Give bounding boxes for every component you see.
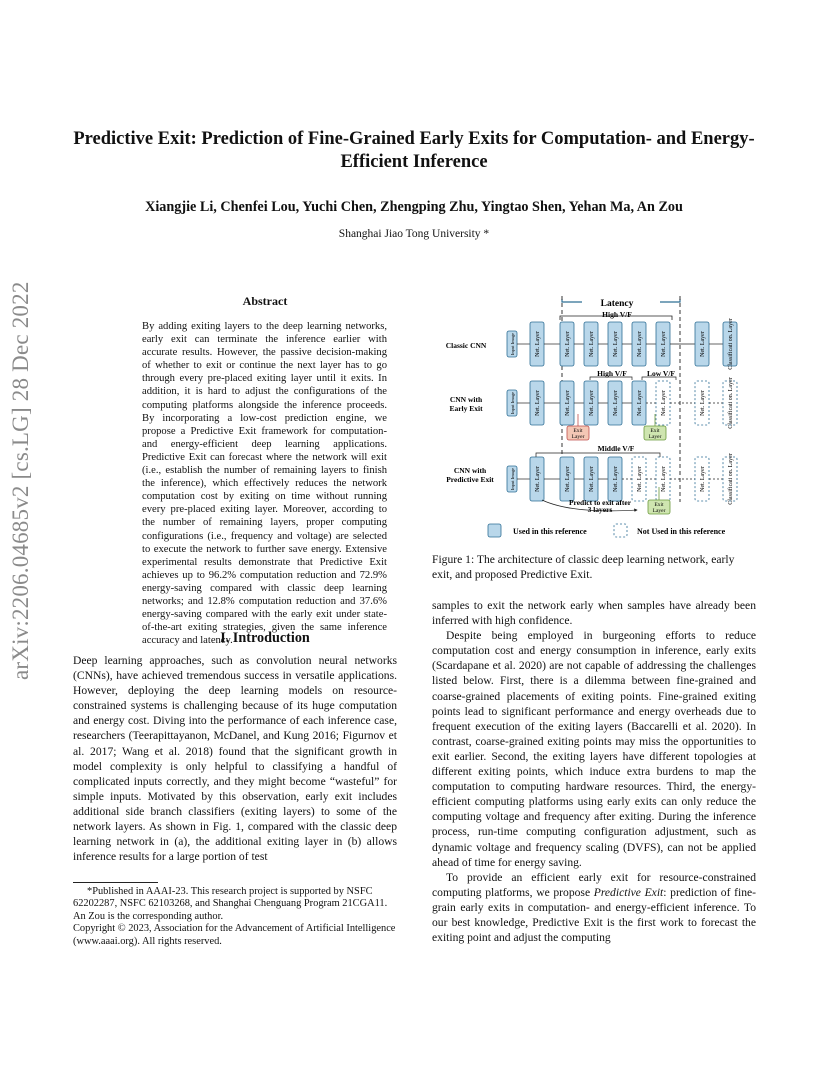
layer-block-label: Net. Layer [637,331,643,357]
layer-block-label: Net. Layer [535,466,541,492]
row2-high-vf: High V/F [597,369,627,378]
layer-block-label: Input Image [510,467,515,491]
layer-block-label: Net. Layer [589,390,595,416]
layer-block-label: Net. Layer [535,390,541,416]
row-label-early-a: CNN with [449,395,483,404]
middle-vf-label: Middle V/F [597,444,635,453]
footnote-line-2: Copyright © 2023, Association for the Advancement of Artificial Intelligence (www.aaai.org). All rights reserved. [73,923,396,947]
exit-layer-red-label-2: Layer [571,434,585,440]
layer-block-label: Net. Layer [589,331,595,357]
legend-used-label: Used in this reference [513,527,587,536]
author-list: Xiangjie Li, Chenfei Lou, Yuchi Chen, Zhengping Zhu, Yingtao Shen, Yehan Ma, An Zou [145,199,683,215]
intro-para-1: Deep learning approaches, such as convolution neural networks (CNNs), have achieved tremendous success in versatile applications. However, deploying the deep learning models on resource-constrained systems is challenging because of its huge computation and energy cost. Diving into the performance of each inference case, researchers (Teerapittayanon, McDanel, and Kung 2016; Figurnov et al. 2017; Wang et al. 2018) found that the significant growth in model complexity is only helpful to classifying a handful of complicated inputs correctly, and they might become “wasteful” for simple inputs. Motivated by this observation, early exit includes additional side branch classifiers (exiting layers) to some of the network layers. As shown in Fig. 1, compared with the classic deep learning network in (a), the additional exiting layer in (b) allows inference results for a large portion of test [73,654,397,864]
layer-block-label: Net. Layer [637,466,643,492]
right-column-text [432,598,756,945]
layer-block-label: Net. Layer [661,331,667,357]
layer-block-label: Net. Layer [535,331,541,357]
figure-1-diagram [432,292,758,546]
right-para-2 [432,870,756,945]
layer-block-label: Classificati on. Layer [728,377,734,429]
layer-block-label: Net. Layer [565,466,571,492]
arxiv-sidebar-stamp: arXiv:2206.04685v2 [cs.LG] 28 Dec 2022 [8,281,33,680]
intro-paragraph [73,653,397,864]
figure-1 [432,292,758,546]
row-label-predictive-b: Predictive Exit [446,475,494,484]
section-heading-introduction: I. Introduction [220,630,310,646]
layer-block-label: Net. Layer [661,390,667,416]
figure-1-caption: Figure 1: The architecture of classic deep learning network, early exit, and proposed Predictive Exit. [432,553,735,582]
latency-bracket-right [660,299,680,302]
predictive-exit-label-1: Exit [654,502,664,508]
layer-block-label: Net. Layer [661,466,667,492]
affiliation: Shanghai Jiao Tong University * [338,228,490,240]
right-para-2-em: Predictive Exit [593,885,664,899]
layer-block-label: Input Image [510,332,515,356]
row-label-early-b: Early Exit [449,404,483,413]
right-para-1: Despite being employed in burgeoning efforts to reduce computation cost and energy consumption in inference, early exits (Scardapane et al. 2020) are not capable of addressing the challenges listed below. First, there is a dilemma between fine-grained and coarse-grained placements of exiting points. Fine-grained exiting points lead to significant performance and energy overheads due to frequent execution of the exiting layers (Baccarelli et al. 2020). In contrast, coarse-grained exiting points may miss the opportunities to exit earlier. Second, the exiting layers have different topologies at different exiting points, which induce extra burdens to map the computation to computing hardware resources. Third, the energy-efficient computing platforms using early exits can only reduce the computing voltage and frequency after exiting. During the inference process, run-time computing configuration adjustment, such as dynamic voltage and frequency scaling (DVFS), can not be applied ahead of time for energy saving. [432,629,756,869]
layer-block-label: Net. Layer [613,331,619,357]
row2-low-vf: Low V/F [647,369,675,378]
legend-not-used-label: Not Used in this reference [637,527,726,536]
layer-rows [507,318,737,504]
predict-text-b: 3 layers [587,505,613,514]
footnote-rule [73,882,158,883]
footnote-line-1: *Published in AAAI-23. This research project is supported by NSFC 62202287, NSFC 62103268, and Shanghai Chenguang Program 21CGA11. An Zou is the corresponding author. [73,886,388,922]
exit-layer-green-label-2: Layer [648,434,662,440]
predict-text-a: Predict to exit after [568,498,632,507]
abstract-heading: Abstract [242,294,288,308]
layer-block-label: Net. Layer [700,390,706,416]
layer-block-label: Net. Layer [589,466,595,492]
abstract-text: By adding exiting layers to the deep learning networks, early exit can terminate the inference earlier with accurate results. However, the passive decision-making of whether to exit or continue the next layer has to go through every pre-placed exiting layer until it exits. In addition, it is hard to adjust the configurations of the computing platforms alongside the inference proceeds. By incorporating a low-cost prediction engine, we propose a Predictive Exit framework for computation- and energy-efficient deep learning applications. Predictive Exit can forecast where the network will exit (i.e., establish the number of remaining layers to finish the inference), which effectively reduces the network computation cost by exiting on time without running every pre-placed exiting layer. Moreover, according to the number of remaining layers, proper computing configurations (i.e., frequency and voltage) are selected to execute the network to further save energy. Extensive experimental results demonstrate that Predictive Exit achieves up to 96.2% computation reduction and 72.9% energy-saving compared with classic deep learning networks; and 12.8% computation reduction and 37.6% energy-saving compared with the early exit under state-of-the-art exiting strategies, given the same inference accuracy and latency. [142,321,387,647]
layer-block-label: Classificati on. Layer [728,318,734,370]
right-para-2-pre: To provide an efficient early exit for resource-constrained computing platforms, we propose [432,870,756,899]
layer-block-label: Net. Layer [565,390,571,416]
legend-used-swatch [488,524,501,537]
paper-title: Predictive Exit: Prediction of Fine-Grained Early Exits for Computation- and Energy-Efficient Inference [73,129,755,172]
latency-label: Latency [600,299,634,309]
row-label-predictive-a: CNN with [453,466,487,475]
legend-not-used-swatch [614,524,627,537]
high-vf-label: High V/F [602,310,632,319]
layer-block-label: Net. Layer [613,390,619,416]
layer-block-label: Net. Layer [700,466,706,492]
latency-bracket-left [562,299,582,302]
layer-block-label: Input Image [510,391,515,415]
right-para-0: samples to exit the network early when samples have already been inferred with high confidence. [432,599,756,628]
layer-block-label: Net. Layer [565,331,571,357]
row-label-classic: Classic CNN [445,341,487,350]
predictive-exit-label-2: Layer [652,508,666,514]
layer-block-label: Classificati on. Layer [728,453,734,505]
layer-block-label: Net. Layer [637,390,643,416]
exit-layer-red-label-1: Exit [573,428,583,434]
footnote [73,886,397,948]
exit-layer-green-label-1: Exit [650,428,660,434]
right-para-2-post: : prediction of fine-grain early exits in computation- and energy-efficient inference. To our best knowledge, Predictive Exit is the first work to forecast the exiting point and adjust the computing [432,885,756,945]
layer-block-label: Net. Layer [700,331,706,357]
layer-block-label: Net. Layer [613,466,619,492]
